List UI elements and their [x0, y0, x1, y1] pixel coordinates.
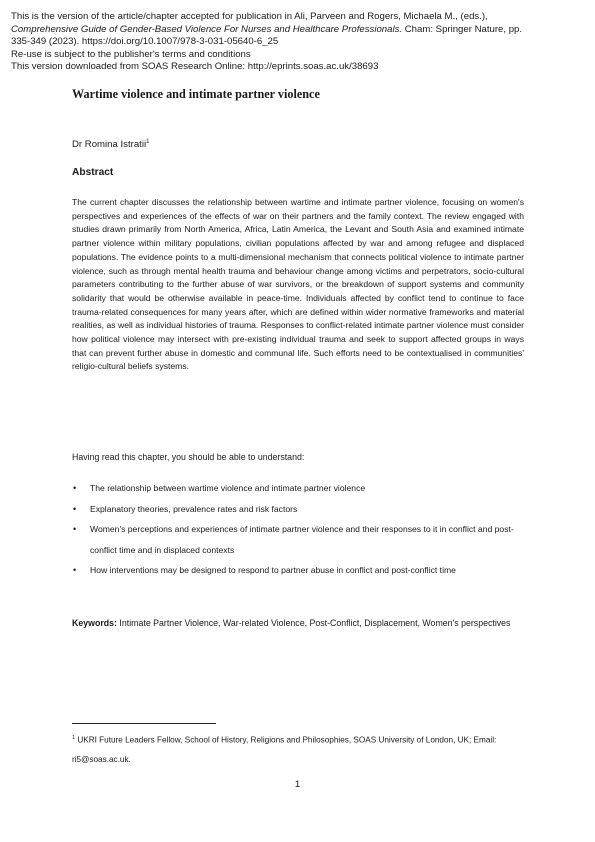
learning-objectives-intro: Having read this chapter, you should be able to understand:	[72, 452, 305, 462]
footnote	[72, 729, 524, 769]
author-footnote-mark: 1	[146, 139, 150, 145]
notice-line-4: Re-use is subject to the publisher's terms and conditions	[11, 48, 251, 60]
footnote-separator	[72, 723, 216, 724]
footnote-mark: 1	[72, 735, 76, 741]
list-item-text: Women's perceptions and experiences of intimate partner violence and their responses to it in conflict and post-conflict time and in displaced contexts	[90, 524, 514, 555]
notice-line-5: This version downloaded from SOAS Research Online: http://eprints.soas.ac.uk/38693	[11, 61, 379, 73]
author-line	[72, 139, 149, 150]
abstract-heading: Abstract	[72, 167, 114, 178]
keywords	[72, 614, 524, 633]
notice-line-3: 335-349 (2023). https://doi.org/10.1007/978-3-031-05640-6_25	[11, 36, 279, 48]
book-title: Comprehensive Guide of Gender-Based Violence For Nurses and Healthcare Professionals.	[11, 23, 403, 35]
bullet-icon: •	[73, 503, 77, 514]
list-item-text: Explanatory theories, prevalence rates and risk factors	[90, 503, 298, 514]
bullet-icon: •	[73, 483, 77, 493]
list-item	[72, 519, 524, 560]
bullet-icon: •	[73, 565, 77, 575]
keywords-text: Intimate Partner Violence, War-related Violence, Post-Conflict, Displacement, Women's perspectives	[116, 618, 511, 628]
abstract-text: The current chapter discusses the relationship between wartime and intimate partner violence, focusing on women's perspectives and experiences of the effects of war on their partners and the family context. The review engaged with studies drawn primarily from North America, Africa, Latin America, the Levant and South Asia and examined intimate partner violence within military populations, civilian populations affected by war and among refugee and displaced populations. The evidence points to a multi-dimensional mechanism that connects political violence to intimate partner violence, such as through mental health trauma and behaviour change among victims and perpetrators, socio-cultural parameters contributing to the further abuse of war survivors, or the breakdown of support systems and community solidarity that would be otherwise available in peace-time. Individuals affected by conflict tend to continue to face trauma-related consequences for many years after, which are defined within wider normative frameworks and material realities, as well as individual histories of trauma. Responses to conflict-related intimate partner violence must consider how political violence may intersect with pre-existing individual trauma and seek to support affected groups in ways that can prevent further abuse in domestic and communal life. Such efforts need to be contextualised in communities' religio-cultural beliefs systems.	[72, 197, 524, 372]
list-item-text: The relationship between wartime violence and intimate partner violence	[90, 483, 366, 493]
notice-line-1: This is the version of the article/chapter accepted for publication in Ali, Parveen and Rogers, Michaela M., (eds.),	[11, 11, 488, 22]
keywords-label: Keywords:	[72, 618, 117, 628]
notice-line-2	[11, 24, 571, 37]
list-item-text: How interventions may be designed to respond to partner abuse in conflict and post-conflict time	[90, 565, 456, 575]
list-item	[72, 560, 524, 581]
learning-objectives-list	[72, 478, 524, 581]
publisher-info: Cham: Springer Nature, pp.	[402, 23, 523, 35]
bullet-icon: •	[73, 524, 77, 534]
publication-notice	[11, 11, 571, 74]
author-name: Dr Romina Istratii	[72, 139, 147, 151]
list-item	[72, 478, 524, 499]
footnote-text: UKRI Future Leaders Fellow, School of History, Religions and Philosophies, SOAS University of London, UK; Email: ri5@soas.ac.uk.	[72, 735, 497, 764]
list-item	[72, 499, 524, 520]
chapter-title: Wartime violence and intimate partner violence	[72, 87, 320, 101]
page-number: 1	[294, 779, 301, 790]
